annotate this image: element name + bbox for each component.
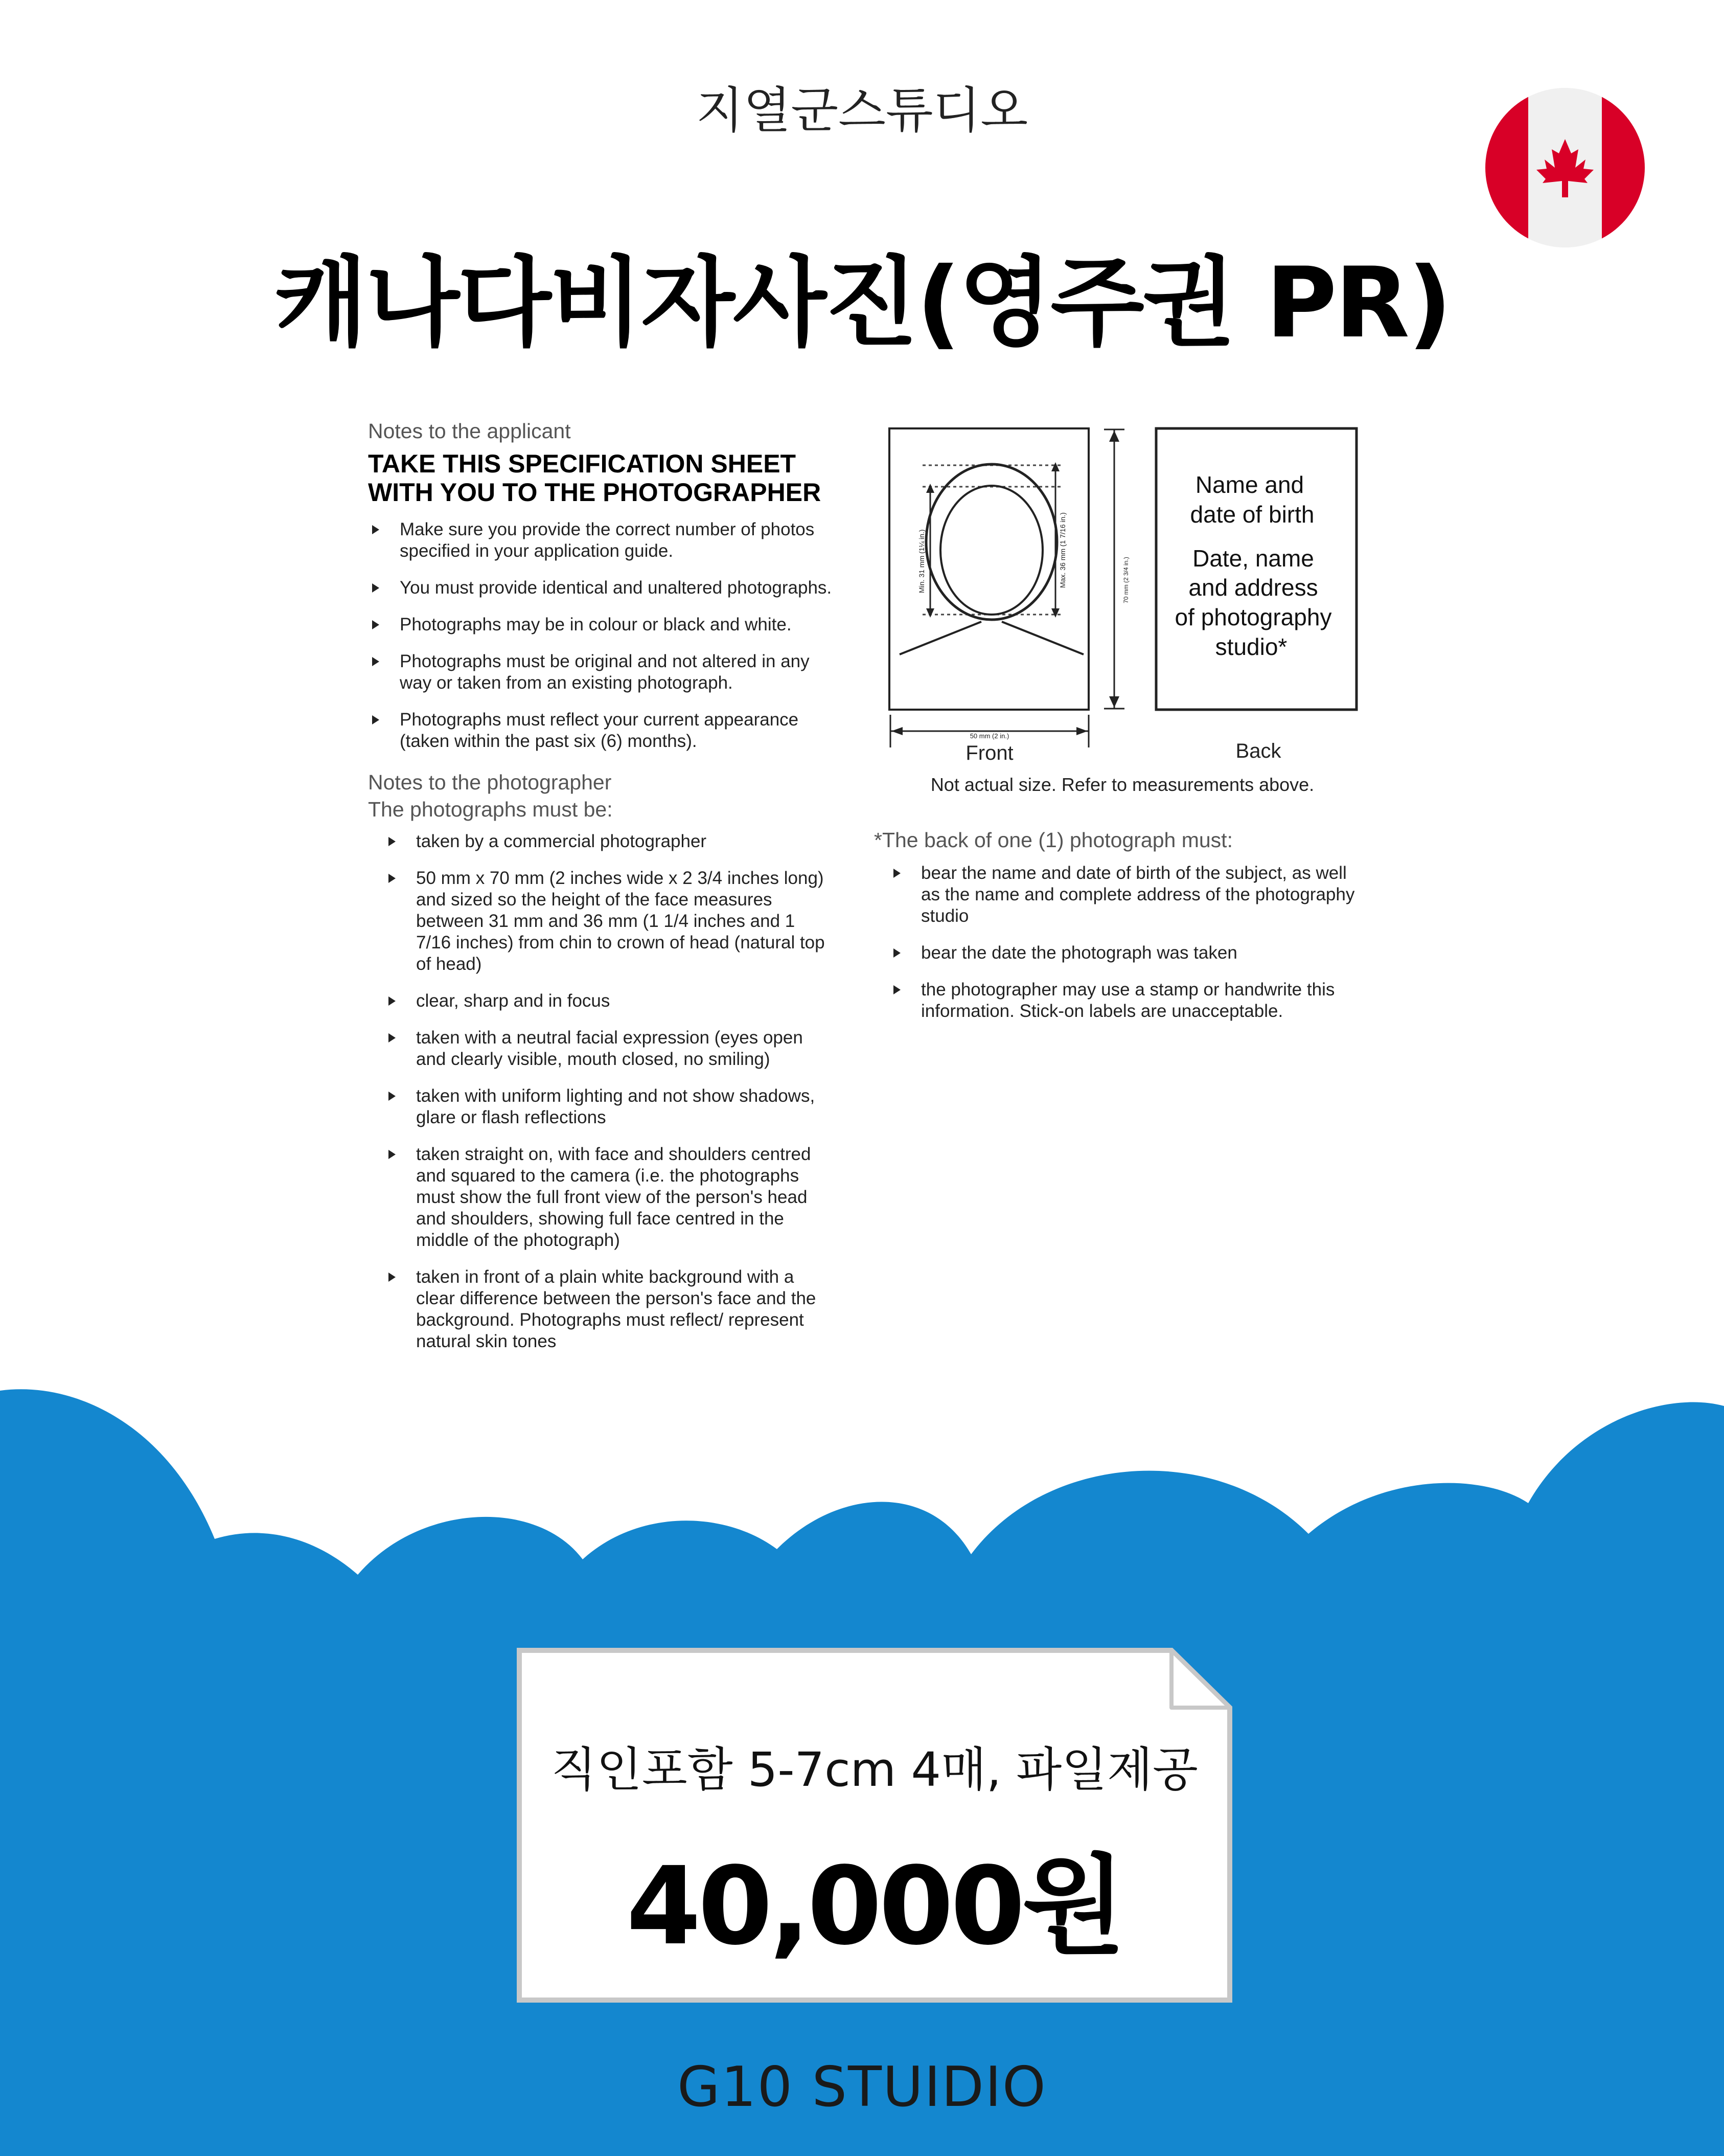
min-label: Min. 31 mm (1¼ in.) xyxy=(917,529,926,593)
list-item: Photographs must reflect your current appearance (taken within the past six (6) months). xyxy=(368,709,843,752)
photographer-notes-list xyxy=(384,831,834,1352)
back-line6: studio* xyxy=(1215,633,1288,660)
photo-spec-diagram xyxy=(879,399,1385,818)
main-heading-line2: WITH YOU TO THE PHOTOGRAPHER xyxy=(368,478,821,507)
back-line5: of photography xyxy=(1175,604,1332,630)
photographer-subheading: The photographs must be: xyxy=(368,798,613,821)
height-label: 70 mm (2 3/4 in.) xyxy=(1122,557,1130,603)
left-column xyxy=(368,399,848,1368)
page-title: 캐나다비자사진(영주권 PR) xyxy=(274,246,1450,359)
list-item: bear the date the photograph was taken xyxy=(889,942,1365,964)
canada-flag-icon xyxy=(1485,88,1645,247)
max-label: Max. 36 mm (1 7/16 in.) xyxy=(1059,512,1067,588)
footer-brand: G10 STUIDIO xyxy=(677,2055,1047,2119)
back-line1: Name and xyxy=(1195,471,1304,498)
front-label: Front xyxy=(966,742,1014,764)
back-line2: date of birth xyxy=(1190,501,1315,528)
list-item: Photographs may be in colour or black and white. xyxy=(368,614,843,636)
back-label: Back xyxy=(1235,740,1281,762)
back-line3: Date, name xyxy=(1192,545,1314,572)
diagram-caption: Not actual size. Refer to measurements above. xyxy=(930,774,1315,795)
list-item: taken with uniform lighting and not show shadows, glare or flash reflections xyxy=(384,1085,834,1128)
specification-sheet xyxy=(368,399,1385,1411)
back-notes-list xyxy=(889,863,1365,1022)
list-item: Make sure you provide the correct number of photos specified in your application guide. xyxy=(368,519,843,562)
main-heading-line1: TAKE THIS SPECIFICATION SHEET xyxy=(368,449,796,478)
back-notes-section xyxy=(874,828,1380,1037)
applicant-notes-list xyxy=(368,519,843,752)
list-item: taken straight on, with face and shoulders centred and squared to the camera (i.e. the photographs must show the full front view of the person's head and shoulders, showing full face centred in the middle of the photograph) xyxy=(384,1144,834,1251)
list-item: Photographs must be original and not altered in any way or taken from an existing photograph. xyxy=(368,651,843,694)
list-item: taken in front of a plain white background with a clear difference between the person's face and the background. Photographs must reflect/ represent natural skin tones xyxy=(384,1266,834,1352)
list-item: taken with a neutral facial expression (eyes open and clearly visible, mouth closed, no smiling) xyxy=(384,1027,834,1070)
list-item: bear the name and date of birth of the subject, as well as the name and complete address of the photography studio xyxy=(889,863,1365,927)
list-item: You must provide identical and unaltered photographs. xyxy=(368,577,843,599)
studio-name: 지열군스튜디오 xyxy=(696,82,1028,139)
price-amount: 40,000원 xyxy=(626,1844,1123,1969)
photographer-heading: Notes to the photographer xyxy=(368,770,612,794)
list-item: taken by a commercial photographer xyxy=(384,831,834,852)
width-label: 50 mm (2 in.) xyxy=(970,732,1009,740)
back-line4: and address xyxy=(1188,574,1318,601)
list-item: clear, sharp and in focus xyxy=(384,990,834,1012)
back-heading: *The back of one (1) photograph must: xyxy=(874,828,1233,852)
applicant-heading: Notes to the applicant xyxy=(368,419,571,443)
list-item: 50 mm x 70 mm (2 inches wide x 2 3/4 inches long) and sized so the height of the face measures between 31 mm and 36 mm (1 1/4 inches and 1 7/16 inches) from chin to crown of head (natural top of head) xyxy=(384,868,834,975)
price-description: 직인포함 5-7cm 4매, 파일제공 xyxy=(551,1742,1198,1797)
list-item: the photographer may use a stamp or handwrite this information. Stick-on labels are unacceptable. xyxy=(889,979,1365,1022)
